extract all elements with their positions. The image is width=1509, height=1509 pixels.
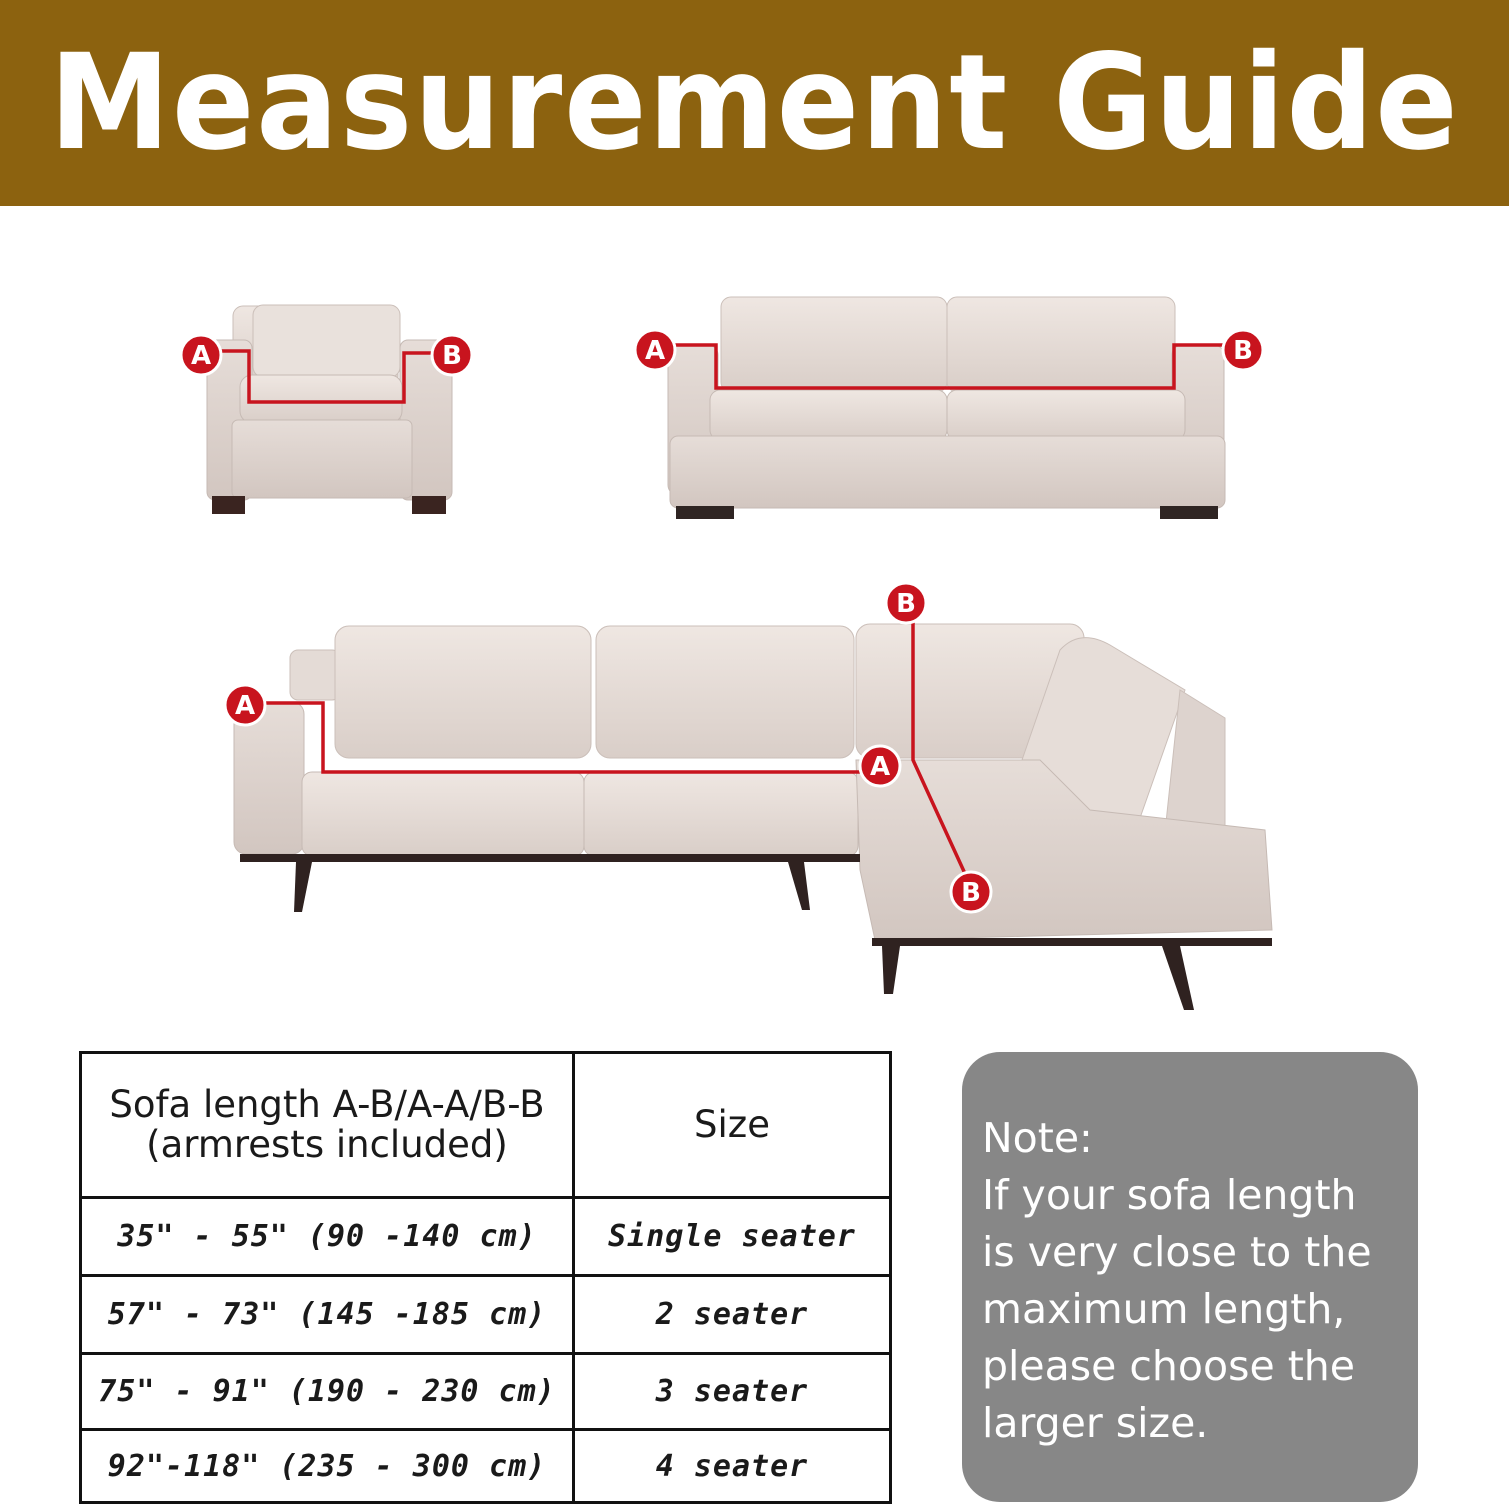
note-box bbox=[962, 1052, 1418, 1502]
sofa-illustrations bbox=[0, 206, 1509, 1046]
label-a: A bbox=[234, 691, 256, 721]
table-row bbox=[81, 1354, 891, 1430]
table-row bbox=[81, 1276, 891, 1354]
label-b: B bbox=[896, 589, 916, 619]
size-cell: 3 seater bbox=[574, 1354, 891, 1430]
length-cell: 92"-118" (235 - 300 cm) bbox=[81, 1430, 574, 1503]
armchair-illustration bbox=[181, 305, 472, 514]
title-banner bbox=[0, 0, 1509, 206]
length-header-line2: (armrests included) bbox=[146, 1123, 508, 1166]
size-cell: Single seater bbox=[574, 1198, 891, 1276]
size-header: Size bbox=[574, 1053, 891, 1198]
note-title: Note: bbox=[982, 1114, 1093, 1162]
label-a: A bbox=[869, 752, 891, 782]
length-header-line1: Sofa length A-B/A-A/B-B bbox=[109, 1083, 545, 1126]
label-b: B bbox=[961, 878, 981, 908]
size-cell: 4 seater bbox=[574, 1430, 891, 1503]
label-a: A bbox=[190, 341, 212, 371]
label-a: A bbox=[644, 336, 666, 366]
table-header-row bbox=[81, 1053, 891, 1198]
size-cell: 2 seater bbox=[574, 1276, 891, 1354]
length-header bbox=[81, 1053, 574, 1198]
three-seat-sofa-illustration bbox=[635, 297, 1263, 519]
size-table bbox=[79, 1051, 892, 1504]
table-row bbox=[81, 1198, 891, 1276]
label-b: B bbox=[442, 341, 462, 371]
length-cell: 75" - 91" (190 - 230 cm) bbox=[81, 1354, 574, 1430]
table-row bbox=[81, 1430, 891, 1503]
length-cell: 57" - 73" (145 -185 cm) bbox=[81, 1276, 574, 1354]
length-cell: 35" - 55" (90 -140 cm) bbox=[81, 1198, 574, 1276]
note-text: If your sofa length is very close to the maximum length, please choose the larger size. bbox=[982, 1171, 1372, 1447]
label-b: B bbox=[1233, 336, 1253, 366]
sectional-sofa-illustration bbox=[225, 583, 1272, 1010]
banner-title: Measurement Guide bbox=[49, 26, 1460, 180]
